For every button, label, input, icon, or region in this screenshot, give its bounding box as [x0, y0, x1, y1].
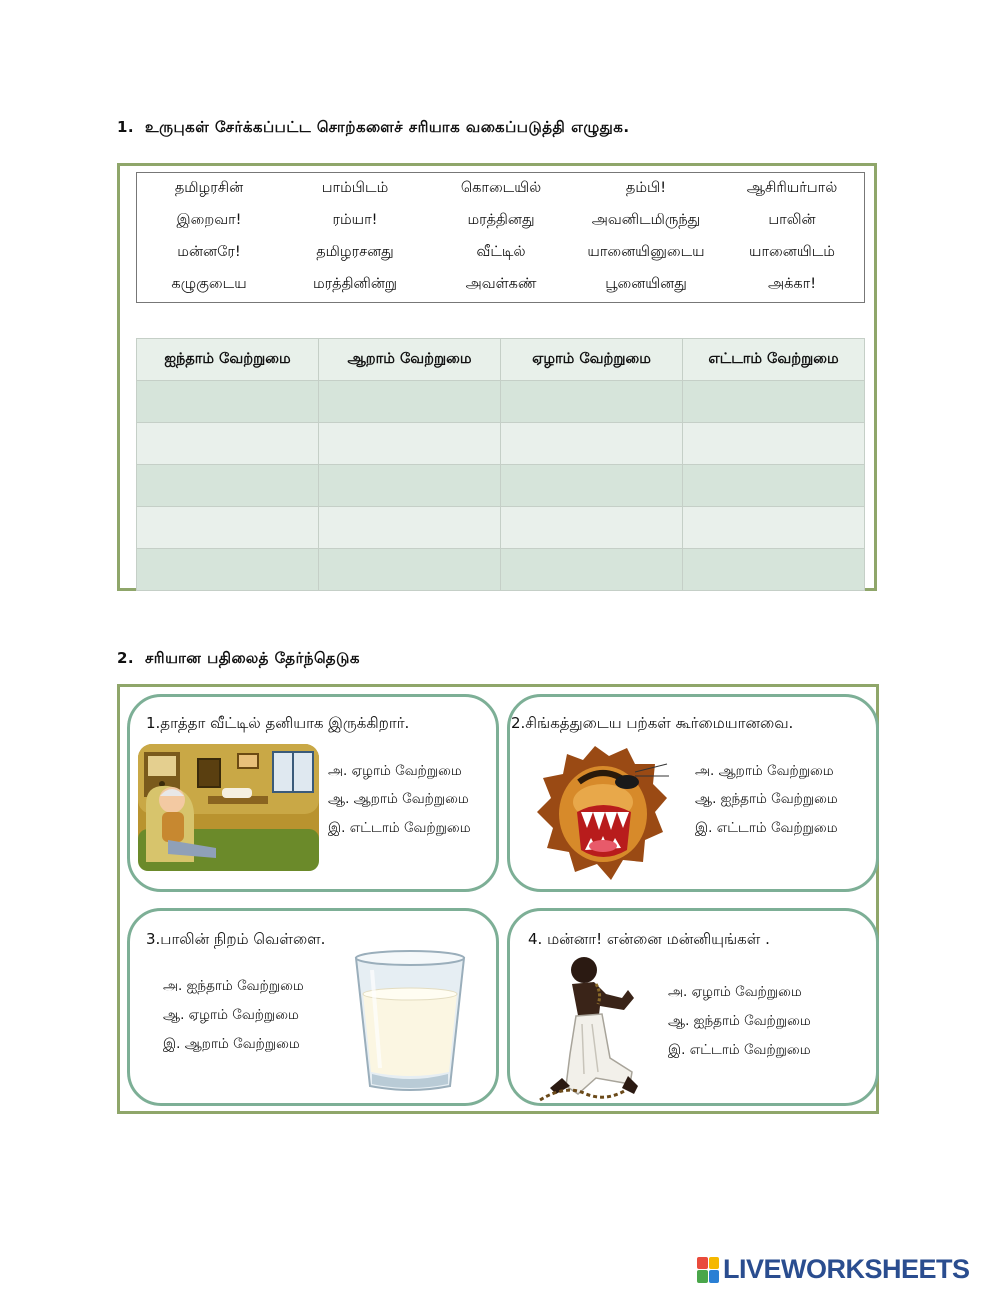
table-row: [137, 549, 865, 591]
milk-glass-image: [354, 950, 466, 1094]
table-row: [137, 381, 865, 423]
card-3-option-b[interactable]: ஆ. ஏழாம் வேற்றுமை: [163, 1007, 299, 1023]
card-2-option-c[interactable]: இ. எட்டாம் வேற்றுமை: [695, 820, 838, 836]
word-item: பாலின்: [768, 212, 816, 228]
answer-cell[interactable]: [137, 507, 319, 549]
answer-cell[interactable]: [501, 465, 683, 507]
header-sixth-case: ஆறாம் வேற்றுமை: [319, 339, 501, 381]
question-1-text: உருபுகள் சேர்க்கப்பட்ட சொற்களைச் சரியாக வகைப்படுத்தி எழுதுக.: [145, 118, 630, 136]
card-1-option-a[interactable]: அ. ஏழாம் வேற்றுமை: [328, 763, 462, 779]
answer-cell[interactable]: [319, 381, 501, 423]
question-1-number: 1.: [117, 118, 135, 136]
card-3-question: 3.பாலின் நிறம் வெள்ளை.: [146, 930, 326, 948]
card-4-option-a[interactable]: அ. ஏழாம் வேற்றுமை: [668, 984, 802, 1000]
question-2-text: சரியான பதிலைத் தேர்ந்தெடுக: [145, 649, 360, 667]
answer-cell[interactable]: [137, 423, 319, 465]
liveworksheets-logo: [697, 1254, 970, 1285]
answer-cell[interactable]: [683, 549, 865, 591]
word-item: மரத்தினின்று: [312, 276, 397, 292]
word-item: கொடையில்: [460, 180, 542, 196]
card-2-option-a[interactable]: அ. ஆறாம் வேற்றுமை: [695, 763, 834, 779]
card-4-option-b[interactable]: ஆ. ஐந்தாம் வேற்றுமை: [668, 1013, 811, 1029]
answer-cell[interactable]: [137, 465, 319, 507]
answer-cell[interactable]: [501, 381, 683, 423]
word-item: இறைவா!: [176, 212, 242, 228]
header-fifth-case: ஐந்தாம் வேற்றுமை: [137, 339, 319, 381]
word-item: தமிழரசின்: [174, 180, 244, 196]
word-item: மன்னரே!: [177, 244, 241, 260]
card-3-option-a[interactable]: அ. ஐந்தாம் வேற்றுமை: [163, 978, 304, 994]
question-2-title: [117, 649, 360, 669]
card-4-option-c[interactable]: இ. எட்டாம் வேற்றுமை: [668, 1042, 811, 1058]
answer-cell[interactable]: [683, 507, 865, 549]
card-4-question: 4. மன்னா! என்னை மன்னியுங்கள் .: [528, 930, 770, 948]
header-eighth-case: எட்டாம் வேற்றுமை: [683, 339, 865, 381]
word-item: அவள்கண்: [465, 276, 537, 292]
header-seventh-case: ஏழாம் வேற்றுமை: [501, 339, 683, 381]
question-2-number: 2.: [117, 649, 135, 667]
word-item: ஆசிரியர்பால்: [746, 180, 838, 196]
kneeling-man-image: [536, 954, 640, 1104]
answer-cell[interactable]: [137, 549, 319, 591]
word-item: வீட்டில்: [476, 244, 526, 260]
table-row: [137, 465, 865, 507]
word-item: தம்பி!: [625, 180, 667, 196]
answer-cell[interactable]: [319, 549, 501, 591]
answer-cell[interactable]: [319, 465, 501, 507]
question-1-title: [117, 118, 630, 138]
table-row: [137, 507, 865, 549]
table-header-row: [137, 339, 865, 381]
card-2-option-b[interactable]: ஆ. ஐந்தாம் வேற்றுமை: [695, 791, 838, 807]
answer-cell[interactable]: [683, 381, 865, 423]
word-item: பாம்பிடம்: [321, 180, 389, 196]
word-item: பூனையினது: [605, 276, 687, 292]
answer-cell[interactable]: [319, 423, 501, 465]
answer-cell[interactable]: [501, 507, 683, 549]
word-item: அவனிடமிருந்து: [591, 212, 701, 228]
answer-cell[interactable]: [683, 423, 865, 465]
answer-cell[interactable]: [501, 549, 683, 591]
grandfather-room-image: [138, 744, 319, 871]
card-3-option-c[interactable]: இ. ஆறாம் வேற்றுமை: [163, 1036, 300, 1052]
answer-cell[interactable]: [683, 465, 865, 507]
word-item: மரத்தினது: [467, 212, 535, 228]
answer-cell[interactable]: [319, 507, 501, 549]
card-2-question: 2.சிங்கத்துடைய பற்கள் கூர்மையானவை.: [511, 714, 794, 732]
word-item: ரம்யா!: [332, 212, 378, 228]
word-item: யானையிடம்: [749, 244, 835, 260]
word-item: தமிழரசனது: [316, 244, 394, 260]
category-table: [136, 338, 865, 591]
card-1-option-c[interactable]: இ. எட்டாம் வேற்றுமை: [328, 820, 471, 836]
card-1-question: 1.தாத்தா வீட்டில் தனியாக இருக்கிறார்.: [146, 714, 410, 732]
table-row: [137, 423, 865, 465]
word-item: கழுகுடைய: [171, 276, 247, 292]
word-item: அக்கா!: [767, 276, 817, 292]
answer-cell[interactable]: [501, 423, 683, 465]
logo-text: LIVEWORKSHEETS: [723, 1254, 970, 1284]
lion-image: [535, 742, 670, 884]
card-1-option-b[interactable]: ஆ. ஆறாம் வேற்றுமை: [328, 791, 469, 807]
answer-cell[interactable]: [137, 381, 319, 423]
liveworksheets-mark-icon: [697, 1257, 719, 1283]
word-item: யானையினுடைய: [587, 244, 705, 260]
